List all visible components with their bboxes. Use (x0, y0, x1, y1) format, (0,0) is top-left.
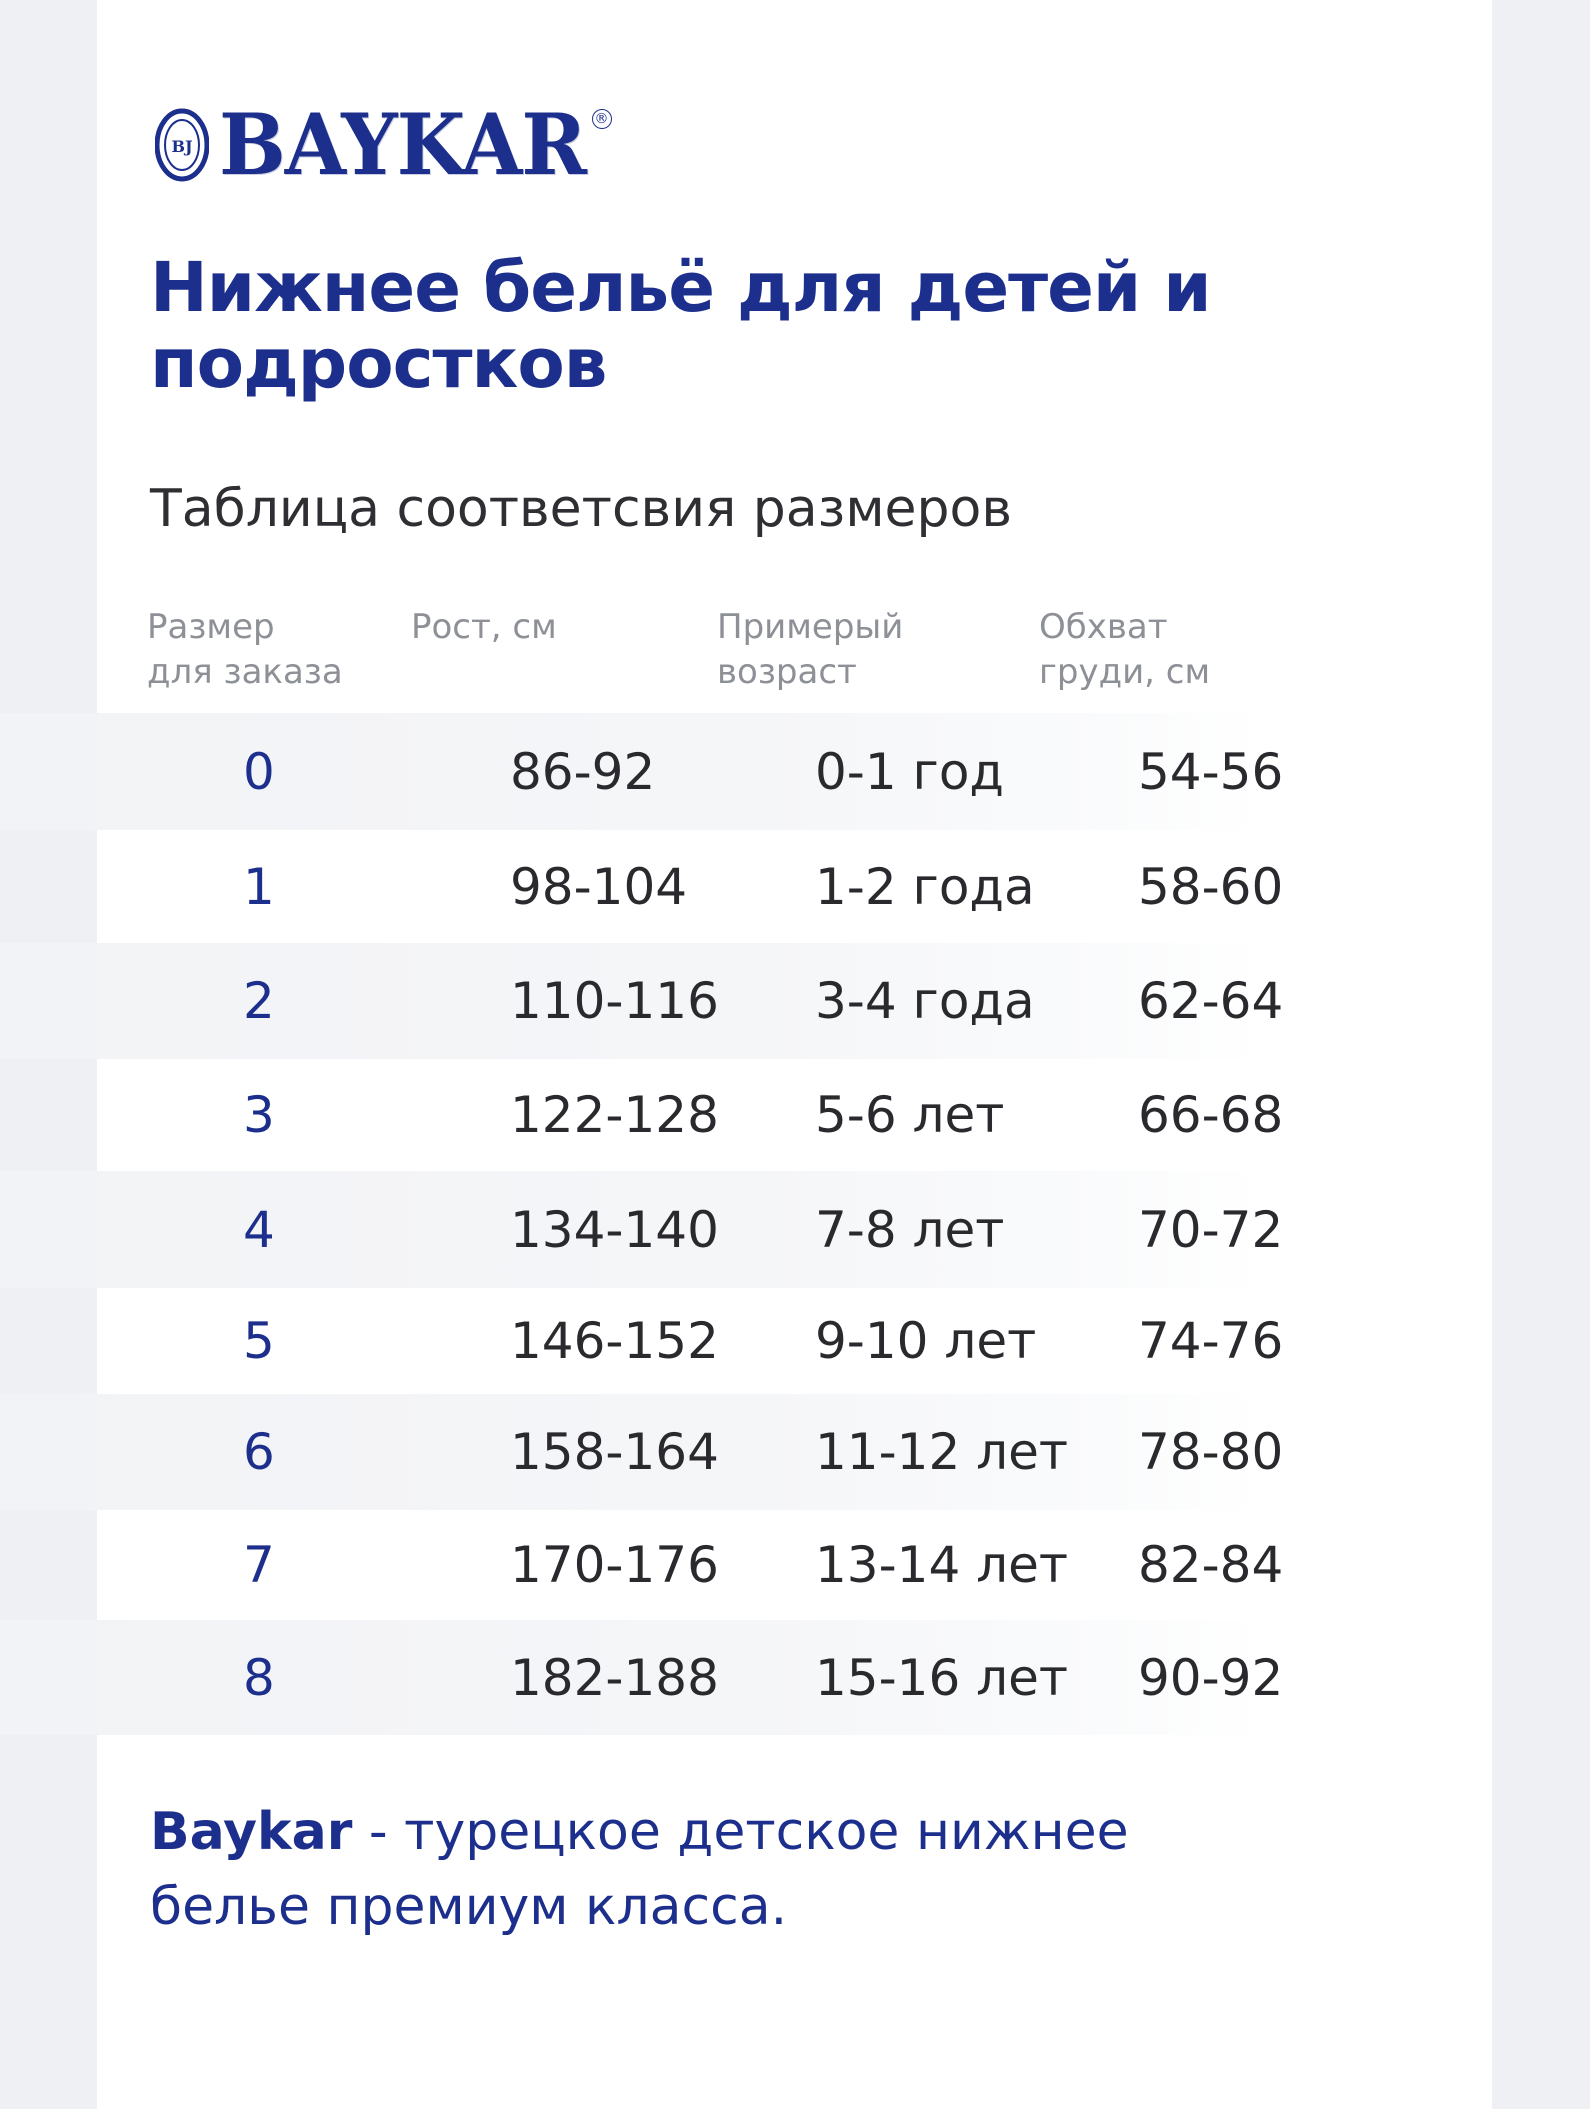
cell-size: 5 (243, 1312, 275, 1370)
cell-height: 182-188 (510, 1648, 719, 1707)
cell-age: 1-2 года (815, 857, 1035, 916)
cell-size: 2 (243, 972, 275, 1030)
cell-size: 4 (243, 1200, 275, 1259)
cell-chest: 66-68 (1138, 1086, 1284, 1144)
table-row (0, 830, 1284, 943)
table-header (147, 605, 1247, 705)
table-row (0, 943, 1284, 1059)
cell-age: 0-1 год (815, 742, 1004, 801)
cell-age: 3-4 года (815, 972, 1035, 1030)
table-subtitle: Таблица соответсвия размеров (150, 479, 1013, 539)
brand-tagline: - турецкое детское нижнее белье премиум класса. (150, 1802, 1129, 1937)
cell-height: 146-152 (510, 1312, 719, 1370)
cell-height: 122-128 (510, 1086, 719, 1144)
registered-mark: ® (592, 109, 612, 129)
cell-height: 110-116 (510, 972, 719, 1030)
table-row (0, 1171, 1284, 1288)
cell-chest: 90-92 (1138, 1648, 1284, 1707)
cell-size: 8 (243, 1648, 275, 1707)
cell-chest: 54-56 (1138, 742, 1284, 801)
size-table (0, 713, 1284, 1735)
cell-chest: 78-80 (1138, 1423, 1284, 1481)
cell-size: 0 (243, 742, 275, 801)
cell-height: 98-104 (510, 857, 688, 916)
header-height: Рост, см (411, 607, 557, 647)
header-size: Размер для заказа (147, 607, 343, 692)
cell-height: 86-92 (510, 742, 656, 801)
table-row (0, 1394, 1284, 1510)
cell-size: 7 (243, 1536, 275, 1594)
table-row (0, 1620, 1284, 1735)
table-row (0, 713, 1284, 830)
brand-description (150, 1795, 1250, 1945)
logo-wordmark: BAYKAR (219, 95, 587, 194)
cell-age: 5-6 лет (815, 1086, 1005, 1144)
cell-age: 13-14 лет (815, 1536, 1069, 1594)
cell-size: 3 (243, 1086, 275, 1144)
cell-age: 15-16 лет (815, 1648, 1069, 1707)
page-title: Нижнее бельё для детей и подростков (150, 248, 1211, 404)
cell-height: 170-176 (510, 1536, 719, 1594)
cell-chest: 62-64 (1138, 972, 1284, 1030)
table-row (0, 1288, 1284, 1394)
cell-chest: 74-76 (1138, 1312, 1284, 1370)
logo-seal-icon (155, 108, 209, 182)
header-age: Примерый возраст (717, 607, 904, 692)
cell-size: 6 (243, 1423, 275, 1481)
cell-age: 7-8 лет (815, 1200, 1005, 1259)
brand-logo (155, 95, 612, 194)
brand-name: Baykar (150, 1802, 353, 1862)
cell-chest: 58-60 (1138, 857, 1284, 916)
cell-size: 1 (243, 857, 275, 916)
cell-height: 158-164 (510, 1423, 719, 1481)
header-chest: Обхват груди, см (1039, 607, 1211, 692)
cell-height: 134-140 (510, 1200, 719, 1259)
cell-age: 11-12 лет (815, 1423, 1069, 1481)
svg-text:BJ: BJ (171, 137, 193, 156)
cell-age: 9-10 лет (815, 1312, 1037, 1370)
table-row (0, 1059, 1284, 1171)
table-row (0, 1510, 1284, 1620)
cell-chest: 82-84 (1138, 1536, 1284, 1594)
cell-chest: 70-72 (1138, 1200, 1284, 1259)
